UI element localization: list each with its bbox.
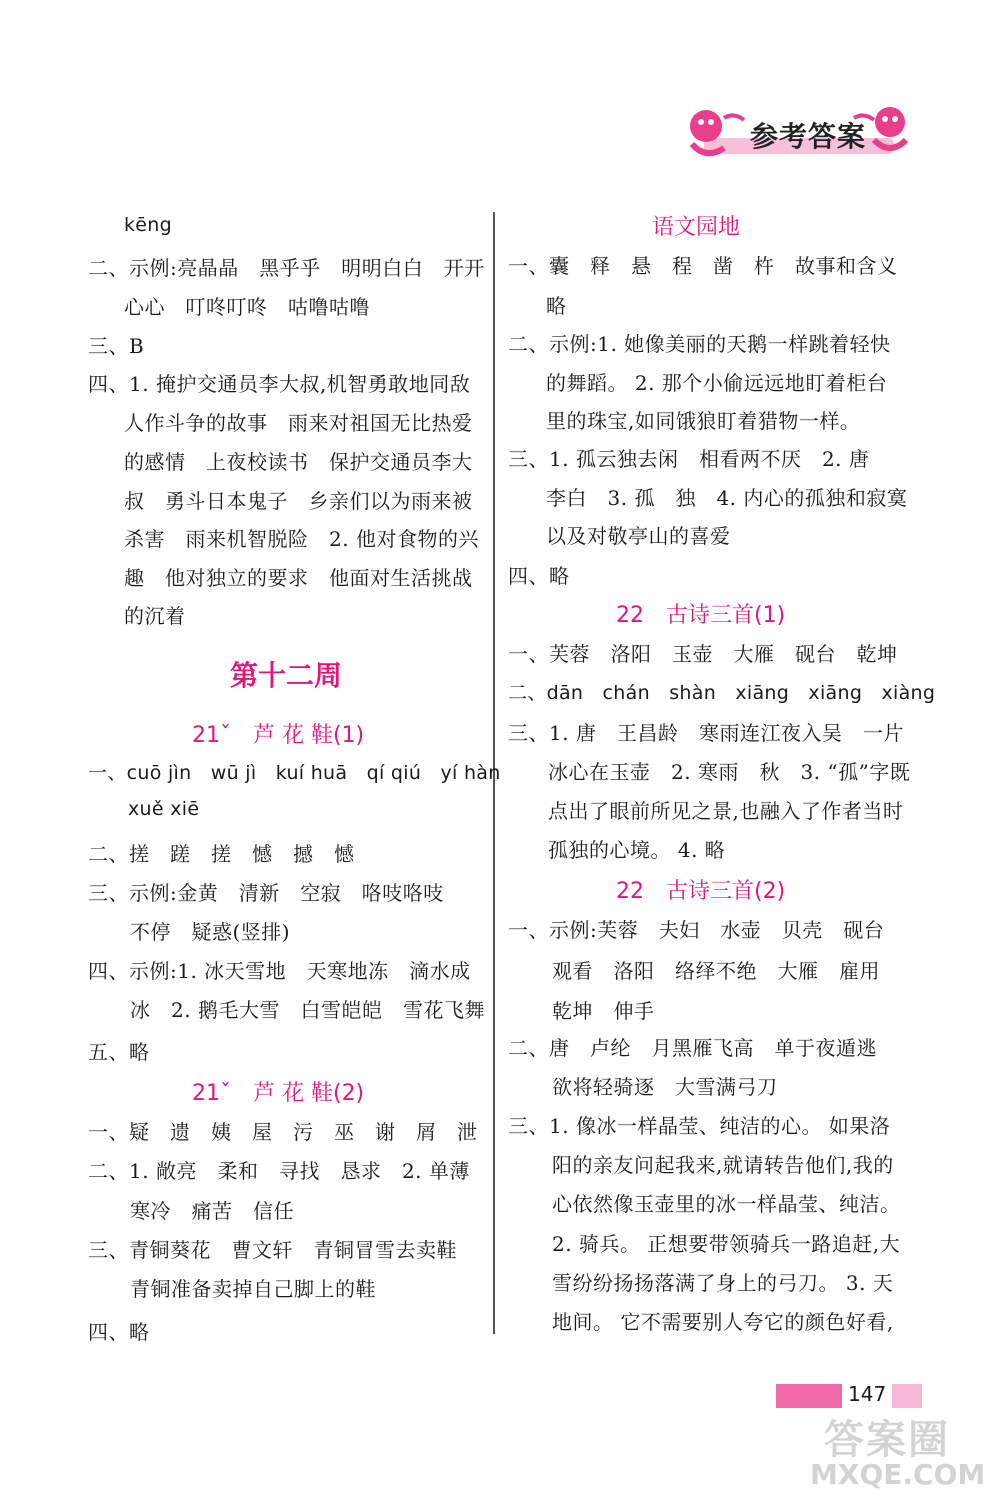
text-line: 的沉着 xyxy=(124,604,186,628)
text-line: 略 xyxy=(546,294,567,318)
section-heading: 语文园地 xyxy=(652,215,741,240)
text-line: xuě xiē xyxy=(128,798,200,820)
text-line: 三、1. 唐 王昌龄 寒雨连江夜入吴 一片 xyxy=(508,721,904,745)
section-heading: 22 古诗三首(2) xyxy=(616,879,786,904)
text-line: 的感情 上夜校读书 保护交通员李大 xyxy=(124,450,473,474)
text-line: 二、示例:1. 她像美丽的天鹅一样跳着轻快 xyxy=(508,332,891,356)
text-line: 二、唐 卢纶 月黑雁飞高 单于夜遁逃 xyxy=(508,1036,877,1060)
section-heading: 21ˇ 芦 花 鞋(2) xyxy=(192,1081,365,1106)
text-line: 冰心在玉壶 2. 寒雨 秋 3. “孤”字既 xyxy=(548,760,911,784)
text-line: 杀害 雨来机智脱险 2. 他对食物的兴 xyxy=(124,527,479,551)
text-line: 一、芙蓉 洛阳 玉壶 大雁 砚台 乾坤 xyxy=(508,642,898,666)
text-line: 二、示例:亮晶晶 黑乎乎 明明白白 开开 xyxy=(88,256,485,280)
text-line: 四、示例:1. 冰天雪地 天寒地冻 滴水成 xyxy=(88,959,471,983)
text-line: 叔 勇斗日本鬼子 乡亲们以为雨来被 xyxy=(124,489,473,513)
text-line: 四、略 xyxy=(508,564,570,588)
text-line: 二、dān chán shàn xiāng xiāng xiàng xyxy=(508,682,936,704)
text-line: 五、略 xyxy=(88,1040,150,1064)
page-number-bar xyxy=(776,1384,842,1408)
section-heading: 21ˇ 芦 花 鞋(1) xyxy=(192,723,365,748)
text-line: kēng xyxy=(124,214,172,236)
text-line: 三、1. 孤云独去闲 相看两不厌 2. 唐 xyxy=(508,447,870,471)
text-line: 三、青铜葵花 曹文轩 青铜冒雪去卖鞋 xyxy=(88,1238,457,1262)
text-line: 的舞蹈。 2. 那个小偷远远地盯着柜台 xyxy=(546,371,888,395)
text-line: 李白 3. 孤 独 4. 内心的孤独和寂寞 xyxy=(546,486,908,510)
text-line: 心依然像玉壶里的冰一样晶莹、纯洁。 xyxy=(552,1192,901,1216)
text-line: 寒冷 痛苦 信任 xyxy=(130,1199,294,1223)
text-line: 一、示例:芙蓉 夫妇 水壶 贝壳 砚台 xyxy=(508,918,885,942)
text-line: 雪纷纷扬扬落满了身上的弓刀。 3. 天 xyxy=(552,1271,894,1295)
text-line: 二、搓 蹉 搓 憾 撼 憾 xyxy=(88,842,355,866)
text-line: 心心 叮咚叮咚 咕噜咕噜 xyxy=(124,295,370,319)
text-line: 四、1. 掩护交通员李大叔,机智勇敢地同敌 xyxy=(88,372,471,396)
answer-badge-title: 参考答案 xyxy=(750,120,867,153)
text-line: 四、略 xyxy=(88,1320,150,1344)
text-line: 三、1. 像冰一样晶莹、纯洁的心。 如果洛 xyxy=(508,1114,891,1138)
text-line: 点出了眼前所见之景,也融入了作者当时 xyxy=(548,799,904,823)
text-line: 地间。 它不需要别人夸它的颜色好看, xyxy=(552,1310,894,1334)
text-line: 以及对敬亭山的喜爱 xyxy=(546,524,731,548)
text-line: 不停 疑惑(竖排) xyxy=(130,920,291,944)
text-line: 二、1. 敞亮 柔和 寻找 恳求 2. 单薄 xyxy=(88,1159,470,1183)
text-line: 青铜准备卖掉自己脚上的鞋 xyxy=(130,1277,376,1301)
text-line: 趣 他对独立的要求 他面对生活挑战 xyxy=(124,566,473,590)
watermark xyxy=(800,1408,1000,1495)
watermark-url-text: MXQE.COM xyxy=(810,1458,986,1491)
section-heading: 22 古诗三首(1) xyxy=(616,603,786,628)
text-line: 孤独的心境。 4. 略 xyxy=(548,838,726,862)
text-line: 欲将轻骑逐 大雪满弓刀 xyxy=(552,1075,778,1099)
text-line: 阳的亲友问起我来,就请转告他们,我的 xyxy=(552,1153,894,1177)
text-line: 冰 2. 鹅毛大雪 白雪皑皑 雪花飞舞 xyxy=(130,998,485,1022)
page-number-bar-accent xyxy=(892,1384,922,1408)
watermark-top-text: 答案圈 xyxy=(824,1417,950,1463)
week-heading: 第十二周 xyxy=(230,659,343,692)
text-line: 里的珠宝,如同饿狼盯着猎物一样。 xyxy=(546,409,861,433)
text-line: 2. 骑兵。 正想要带领骑兵一路追赶,大 xyxy=(552,1232,901,1256)
page-number: 147 xyxy=(848,1382,887,1406)
text-line: 人作斗争的故事 雨来对祖国无比热爱 xyxy=(124,411,473,435)
text-line: 一、cuō jìn wū jì kuí huā qí qiú yí hàn xyxy=(88,762,501,784)
text-line: 观看 洛阳 络绎不绝 大雁 雇用 xyxy=(552,959,880,983)
text-line: 乾坤 伸手 xyxy=(552,999,655,1023)
text-line: 三、示例:金黄 清新 空寂 咯吱咯吱 xyxy=(88,881,444,905)
text-line: 三、B xyxy=(88,334,145,358)
text-line: 一、囊 释 悬 程 凿 杵 故事和含义 xyxy=(508,254,898,278)
text-line: 一、疑 遗 姨 屋 污 巫 谢 屑 泄 xyxy=(88,1120,478,1144)
